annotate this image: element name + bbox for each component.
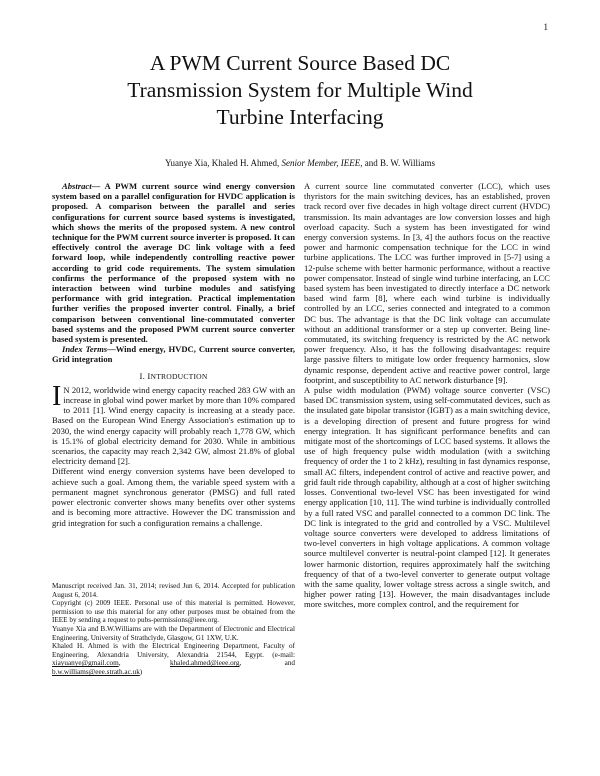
author-names-end: , and B. W. Williams bbox=[360, 158, 435, 168]
footnote-affiliation-2-text: Khaled H. Ahmed is with the Electrical Engineering Department, Faculty of Engineering, Alexandria University, Alexandria 21544, Egypt. (e-mail: bbox=[52, 642, 295, 659]
email-link-ahmed[interactable]: khaled.ahmed@ieee.org bbox=[169, 659, 240, 668]
section-numeral: I. bbox=[139, 370, 145, 381]
email-link-williams[interactable]: b.w.williams@eee.strath.ac.uk bbox=[52, 667, 140, 676]
right-column bbox=[304, 181, 550, 610]
author-role: Senior Member, IEEE bbox=[281, 158, 361, 168]
index-terms-lead: Index Terms bbox=[62, 344, 108, 355]
index-terms bbox=[52, 344, 295, 364]
left-column bbox=[52, 181, 295, 528]
intro-paragraph-1-text: N 2012, worldwide wind energy capacity reached 283 GW with an increase in global wind power market by more than 10% compared to 2011 [1]. Wind energy capacity is increasing at a steady pace. Based on the European Wind Energy Association's estimation up to 2030, the wind energy capacity will probably reach 1,778 GW, which is 15.1% of global electricity demand for 2030. While in ambitious scenarios, the capacity may reach 2,342 GW, almost 21.8% of global electricity demand [2]. bbox=[52, 384, 295, 467]
footnote bbox=[52, 582, 295, 677]
index-terms-text: —Wind energy, HVDC, Current source converter, Grid integration bbox=[52, 344, 296, 365]
title-line-3: Turbine Interfacing bbox=[216, 105, 384, 129]
title-line-1: A PWM Current Source Based DC bbox=[149, 51, 451, 75]
email-link-xia[interactable]: xiayuanye@gmail.com bbox=[52, 659, 119, 668]
author-names: Yuanye Xia, Khaled H. Ahmed, bbox=[165, 158, 280, 168]
page-number: 1 bbox=[543, 22, 548, 32]
footnote-received: Manuscript received Jan. 31, 2014; revised Jun 6, 2014. Accepted for publication August 6, 2014. bbox=[52, 582, 295, 599]
footnote-affiliation-2: Khaled H. Ahmed is with the Electrical Engineering Department, Faculty of Engineering, Alexandria University, Alexandria 21544, Egypt. (e-mail: xiayuanye@gmail.com, khaled.ahmed@ieee.org, and b.w.williams@eee.strath.ac.uk) bbox=[52, 642, 296, 676]
intro-paragraph-2: Different wind energy conversion systems have been developed to achieve such a goal. Among them, the variable speed system with a permanent magnet synchronous generator (PMSG) and full rated power electronic converter shows many benefits over other systems and is becoming more attractive. However the DC transmission and grid integration for such a configuration remains a challenge. bbox=[52, 466, 295, 528]
abstract-lead: Abstract bbox=[62, 181, 92, 191]
abstract-text: — A PWM current source wind energy conversion system based on a parallel configuration for HVDC application is proposed. A comparison between the parallel and series configurations for current source based systems is investigated, which shows the merits of the proposed system. A new control technique for the PWM current source inverter is proposed. It can effectively control the average DC link voltage with a feed forward loop, while independently controlling reactive power according to grid code requirements. The system simulation confirms the performance of the proposed system with no interaction between wind turbine modules and satisfying performance with grid integration. Practical implementation further verifies the proposed inverter control. Finally, a brief comparison between conventional line-commutated converter based systems and the proposed PWM current source converter based system is presented. bbox=[52, 181, 295, 345]
paper-title bbox=[60, 50, 540, 131]
abstract bbox=[52, 181, 295, 344]
body-paragraph-lcc: A current source line commutated converter (LCC), which uses thyristors for the main switching devices, has an established, proven track record over five decades in high voltage direct current (HVDC) transmission. Its main advantages are low conversion losses and high overload capacity. Such a system has been investigated for wind energy conversion systems. In [3, 4] the authors focus on the reactive power and harmonic compensation technique for the LCC in wind turbine applications. The LCC was further improved in [5-7] using a 12-pulse scheme with better harmonic performance, without a reactive power compensator. Instead of single wind turbine interfacing, an LCC based system has been investigated to directly interface a DC network based wind farm [8], where each wind turbine is individually controlled by an LCC, series connected and integrated to a common DC bus. The advantage is that the DC link voltage can accumulate without an additional transformer or a step up converter. Being line-commutated, its switching frequency is restricted by the AC network power frequency. Also, it has the following disadvantages: require large passive filters to mitigate low order frequency harmonics, slow dynamic response, dependent active and reactive power control, large footprint, and susceptibility to AC network disturbance [9]. bbox=[304, 181, 550, 385]
footnote-copyright: Copyright (c) 2009 IEEE. Personal use of this material is permitted. However, permission to use this material for any other purposes must be obtained from the IEEE by sending a request to pubs-permissions@ieee.org. bbox=[52, 599, 295, 625]
drop-cap: I bbox=[52, 380, 62, 412]
author-line bbox=[60, 158, 540, 169]
footnote-affiliation-1: Yuanye Xia and B.W.Williams are with the Department of Electronic and Electrical Engineering, University of Strathclyde, Glasgow, G1 1XW, U.K. bbox=[52, 624, 295, 642]
section-title-rest: NTRODUCTION bbox=[150, 371, 208, 381]
footnote-close: ) bbox=[139, 667, 143, 676]
footnote-and: and bbox=[284, 659, 296, 668]
intro-paragraph-1 bbox=[52, 380, 295, 467]
body-paragraph-vsc: A pulse width modulation (PWM) voltage source converter (VSC) based DC transmission system, using self-commutated devices, such as the insulated gate bipolar transistor (IGBT) as a main switching device, is a developing direction of present and future progress for wind energy integration. It has significant performance benefits and can mitigate most of the shortcomings of LCC based systems. It allows the use of high frequency pulse width modulation (with a switching frequency of order the 1 to 2 kHz), resulting in fast dynamics response, small AC filters, independent control of active and reactive power, and grid fault ride through capability, although at a cost of higher switching losses. Conventional two-level VSC has been investigated for wind energy application [10, 11]. The wind turbine is individually controlled by a full rated VSC and parallel connected to a common DC link. The DC link is integrated to the grid and controlled by a VSC. Multilevel voltage source converters were developed to address limitations of two-level converters in high voltage applications. A common voltage source multilevel converter is neutral-point clamped [12]. It generates lower harmonic distortion, requires approximately half the switching frequency of that of a two-level converter to generate output voltage with the same quality, lower voltage stress across a single switch, and higher power rating [13]. However, the main disadvantages include more switches, more complex control, and the requirement for bbox=[304, 385, 550, 610]
section-initial: I bbox=[147, 370, 151, 381]
title-line-2: Transmission System for Multiple Wind bbox=[127, 78, 473, 102]
section-heading-introduction bbox=[52, 371, 295, 382]
